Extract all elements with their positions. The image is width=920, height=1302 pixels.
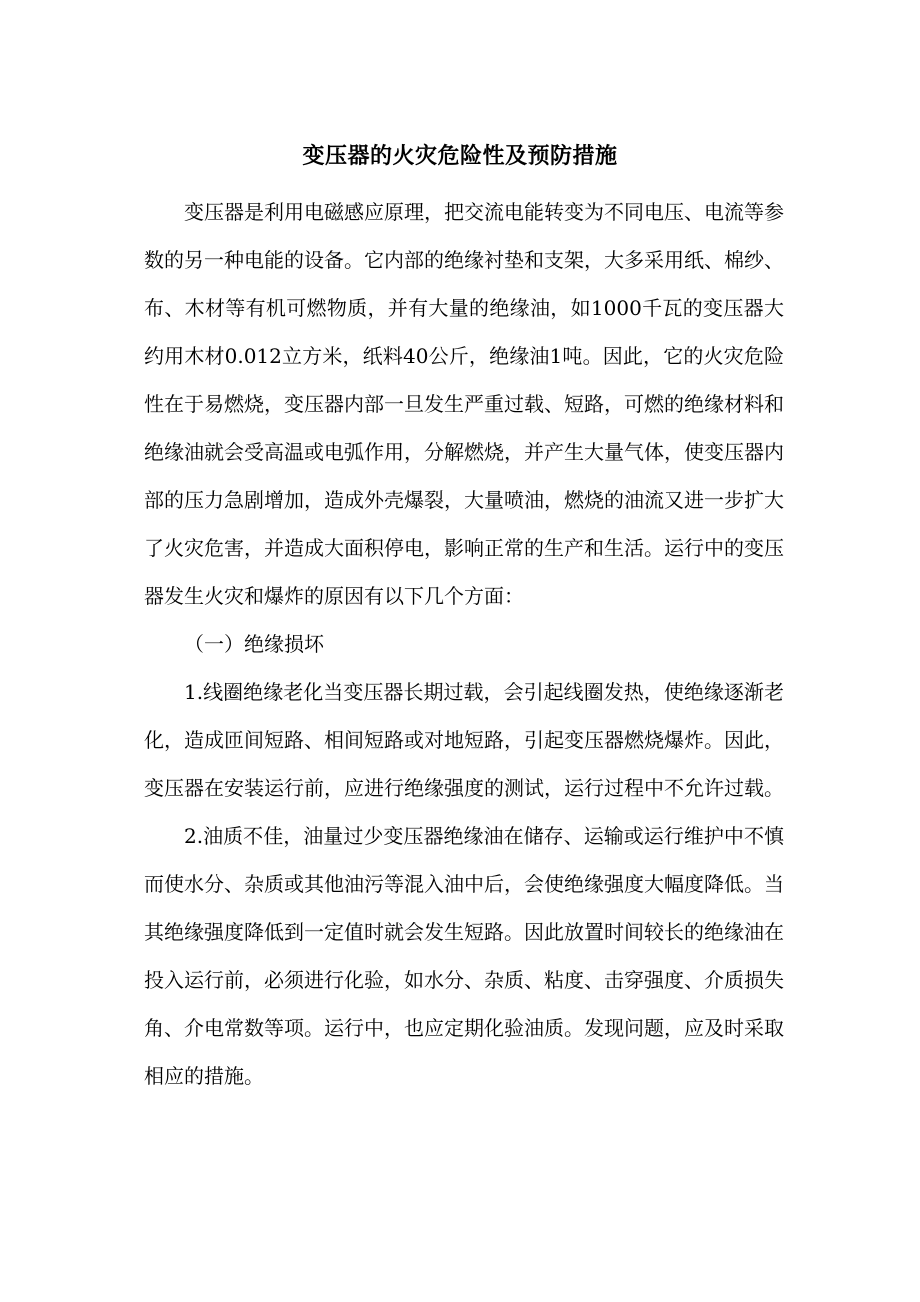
section-heading-insulation-damage: （一）绝缘损坏 — [184, 632, 324, 656]
document-body — [144, 188, 784, 1100]
document-title: 变压器的火灾危险性及预防措施 — [302, 143, 618, 169]
paragraph-intro: 变压器是利用电磁感应原理，把交流电能转变为不同电压、电流等参数的另一种电能的设备。它内部的绝缘衬垫和支架，大多采用纸、棉纱、布、木材等有机可燃物质，并有大量的绝缘油，如1000千瓦的变压器大约用木材0.012立方米，纸料40公斤，绝缘油1吨。因此，它的火灾危险性在于易燃烧，变压器内部一旦发生严重过载、短路，可燃的绝缘材料和绝缘油就会受高温或电弧作用，分解燃烧，并产生大量气体，使变压器内部的压力急剧增加，造成外壳爆裂，大量喷油，燃烧的油流又进一步扩大了火灾危害，并造成大面积停电，影响正常的生产和生活。运行中的变压器发生火灾和爆炸的原因有以下几个方面： — [144, 200, 784, 608]
paragraph-poor-oil-quality: 2.油质不佳，油量过少变压器绝缘油在储存、运输或运行维护中不慎而使水分、杂质或其他油污等混入油中后，会使绝缘强度大幅度降低。当其绝缘强度降低到一定值时就会发生短路。因此放置时间较长的绝缘油在投入运行前，必须进行化验，如水分、杂质、粘度、击穿强度、介质损失角、介电常数等项。运行中，也应定期化验油质。发现问题，应及时采取相应的措施。 — [144, 824, 784, 1088]
paragraph-coil-insulation-aging: 1.线圈绝缘老化当变压器长期过载，会引起线圈发热，使绝缘逐渐老化，造成匝间短路、相间短路或对地短路，引起变压器燃烧爆炸。因此，变压器在安装运行前，应进行绝缘强度的测试，运行过程中不允许过载。 — [144, 680, 784, 800]
